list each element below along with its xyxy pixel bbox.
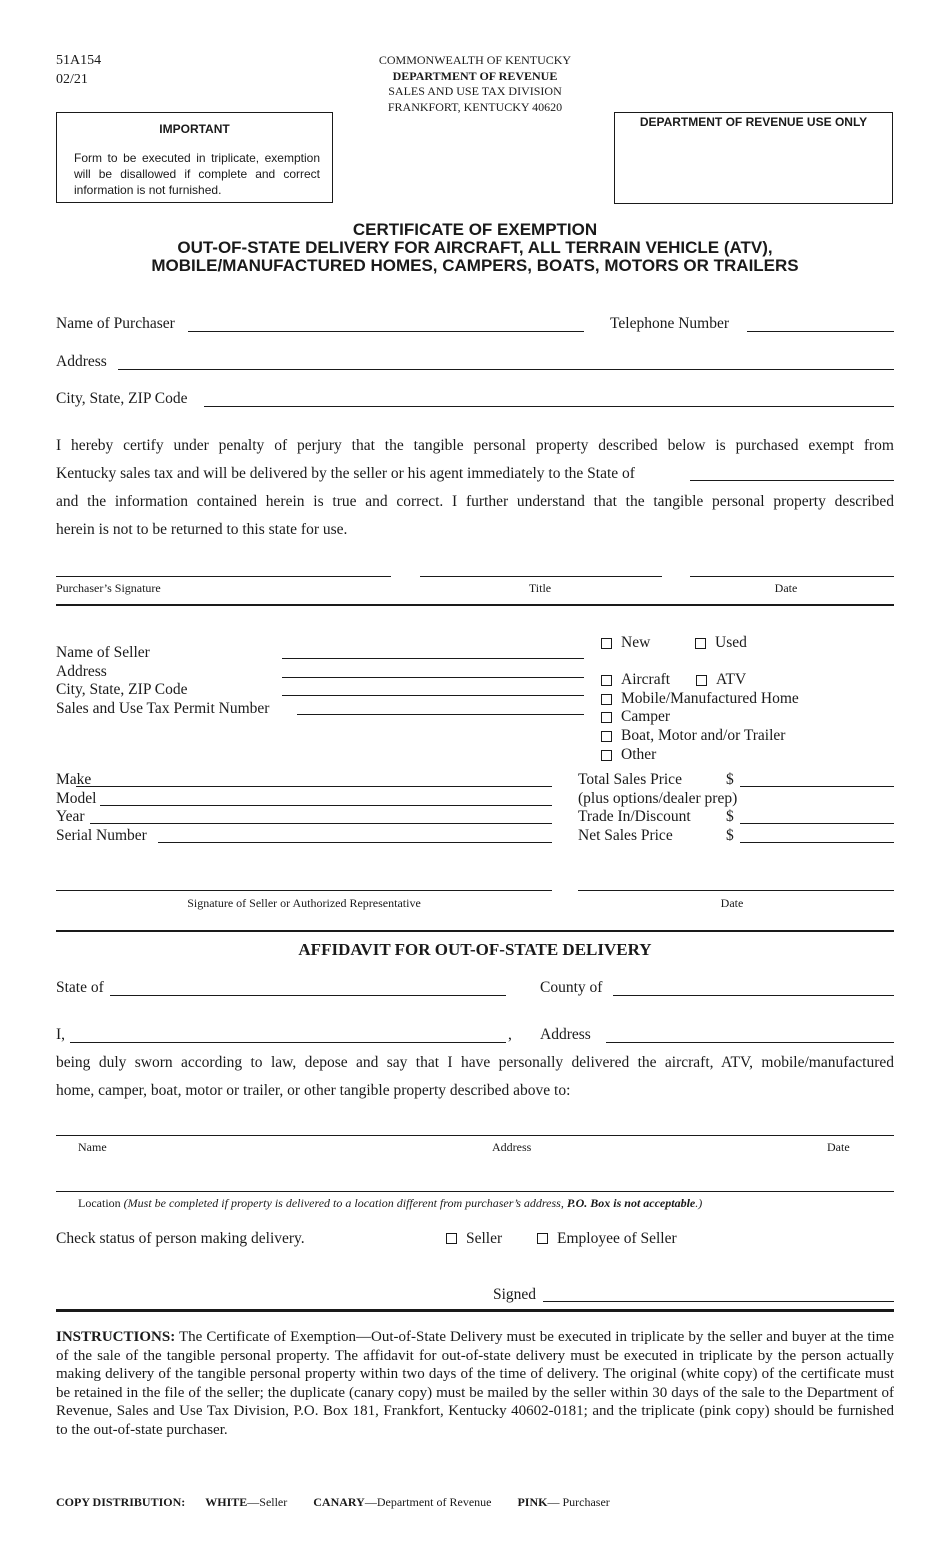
agency-header [330,53,620,115]
recipient-address-caption: Address [492,1140,532,1154]
model-label: Model [56,790,97,807]
instructions [56,1328,894,1439]
telephone-input[interactable] [747,331,894,332]
new-label: New [621,634,651,651]
form-title [0,221,950,275]
seller-signature-caption: Signature of Seller or Authorized Representative [187,896,421,910]
affidavit-state-input[interactable] [110,995,506,996]
seller-name-input[interactable] [282,658,584,659]
purchaser-date-line[interactable] [690,576,894,577]
other-checkbox[interactable] [601,750,612,761]
affidavit-county-input[interactable] [613,995,894,996]
location-note: (Must be completed if property is delivered to a location different from purchaser’s address, [123,1196,564,1210]
signed-label: Signed [493,1286,537,1303]
delivery-state-input[interactable] [690,480,894,481]
mobile-home-checkbox[interactable] [601,694,612,705]
section-divider-2 [56,930,894,932]
boat-checkbox[interactable] [601,731,612,742]
location-line[interactable] [56,1191,894,1192]
seller-date-line[interactable] [578,890,894,891]
copy-distribution [56,1495,610,1510]
purchaser-address-input[interactable] [118,369,894,370]
affiant-label: I, [56,1026,66,1043]
distribution-label: COPY DISTRIBUTION: [56,1495,186,1509]
seller-name-label: Name of Seller [56,644,150,661]
trade-currency: $ [726,808,734,825]
affidavit-state-label: State of [56,979,104,996]
white-copy-desc: —Seller [247,1495,288,1509]
used-checkbox[interactable] [695,638,706,649]
signed-input[interactable] [543,1301,894,1302]
title-line-2: OUT-OF-STATE DELIVERY FOR AIRCRAFT, ALL TERRAIN VEHICLE (ATV), [177,238,773,257]
options-note: (plus options/dealer prep) [578,790,738,807]
seller-date-caption: Date [720,896,744,910]
important-box [56,112,333,203]
seller-city-input[interactable] [282,695,584,696]
employee-status-checkbox[interactable] [537,1233,548,1244]
used-label: Used [715,634,747,651]
seller-signature-line[interactable] [56,890,552,891]
purchaser-signature-caption: Purchaser’s Signature [56,581,161,595]
seller-status-label: Seller [466,1230,503,1247]
location-label: Location [78,1196,121,1210]
net-sales-price-input[interactable] [740,842,894,843]
purchaser-city-input[interactable] [204,406,894,407]
make-label: Make [56,771,92,788]
other-label: Other [621,746,657,763]
agency-line-3: SALES AND USE TAX DIVISION [388,84,562,98]
seller-city-label: City, State, ZIP Code [56,681,188,698]
trade-in-input[interactable] [740,823,894,824]
cert-line-2: Kentucky sales tax and will be delivered by the seller or his agent immediately to the State of [56,465,635,482]
atv-label: ATV [716,671,747,688]
sworn-line-1: being duly sworn according to law, depose and say that I have personally delivered the aircraft, ATV, mobile/manufactured [56,1054,894,1071]
seller-address-input[interactable] [282,677,584,678]
net-sales-price-label: Net Sales Price [578,827,673,844]
white-copy: WHITE [205,1495,248,1509]
boat-label: Boat, Motor and/or Trailer [621,727,786,744]
form-date: 02/21 [56,72,88,87]
aircraft-checkbox[interactable] [601,675,612,686]
serial-number-input[interactable] [158,842,552,843]
agency-line-4: FRANKFORT, KENTUCKY 40620 [387,99,563,114]
canary-copy-desc: —Department of Revenue [364,1495,492,1509]
mobile-home-label: Mobile/Manufactured Home [621,690,799,707]
recipient-name-caption: Name [78,1140,107,1154]
agency-line-2: DEPARTMENT OF REVENUE [392,68,558,83]
location-note-end: .) [695,1196,703,1210]
total-sales-price-label: Total Sales Price [578,771,682,788]
total-sales-price-input[interactable] [740,786,894,787]
camper-label: Camper [621,708,671,725]
instructions-text: The Certificate of Exemption—Out-of-State Delivery must be executed in triplicate by the seller and buyer at the time of the sale of the tangible personal property. The affidavit for out-of-state delivery must be executed in triplicate by the person actually making delivery of the tangible personal property within two days of the time of delivery. The original (white copy) of the certificate must be retained in the file of the seller; the duplicate (canary copy) must be mailed by the seller within 30 days of the sale to the Department of Revenue, Sales and Use Tax Division, P.O. Box 181, Frankfort, Kentucky 40602-0181; and the triplicate (pink copy) should be furnished to the out-of-state purchaser. [56,1329,894,1438]
trade-in-label: Trade In/Discount [578,808,691,825]
year-input[interactable] [90,823,552,824]
purchaser-signature-line[interactable] [56,576,391,577]
important-text: Form to be executed in triplicate, exemption will be disallowed if complete and correct information is not furnished. [74,151,320,197]
title-line-1: CERTIFICATE OF EXEMPTION [352,220,598,239]
serial-number-label: Serial Number [56,827,147,844]
cert-line-3: and the information contained herein is true and correct. I further understand that the tangible personal property described [56,493,894,510]
seller-status-checkbox[interactable] [446,1233,457,1244]
purchaser-address-label: Address [56,353,107,370]
title-line-3: MOBILE/MANUFACTURED HOMES, CAMPERS, BOATS, MOTORS OR TRAILERS [151,256,799,275]
affiant-address-label: Address [540,1026,591,1043]
form-id: 51A154 [56,53,102,68]
location-caption [78,1196,702,1211]
cert-line-1: I hereby certify under penalty of perjury that the tangible personal property described below is purchased exempt from [56,437,894,454]
telephone-label: Telephone Number [610,315,729,332]
canary-copy: CANARY [313,1495,365,1509]
total-currency: $ [726,771,734,788]
sworn-line-2: home, camper, boat, motor or trailer, or other tangible property described above to: [56,1082,571,1099]
net-currency: $ [726,827,734,844]
section-divider-1 [56,604,894,606]
employee-status-label: Employee of Seller [557,1230,677,1247]
check-status-label: Check status of person making delivery. [56,1230,305,1247]
dor-use-only-box [614,112,893,204]
purchaser-city-label: City, State, ZIP Code [56,390,188,407]
delivery-recipient-line[interactable] [56,1135,894,1136]
seller-address-label: Address [56,663,107,680]
cert-line-4: herein is not to be returned to this state for use. [56,521,348,538]
purchaser-title-line[interactable] [420,576,662,577]
purchaser-date-caption: Date [774,581,798,595]
pink-copy: PINK [517,1495,548,1509]
location-po-box-note: P.O. Box is not acceptable [566,1196,696,1210]
instructions-label: INSTRUCTIONS: [56,1329,176,1345]
new-checkbox[interactable] [601,638,612,649]
purchaser-name-label: Name of Purchaser [56,315,175,332]
model-input[interactable] [100,805,552,806]
affidavit-title: AFFIDAVIT FOR OUT-OF-STATE DELIVERY [298,940,652,959]
pink-copy-desc: — Purchaser [547,1495,610,1509]
section-divider-3 [56,1309,894,1312]
camper-checkbox[interactable] [601,712,612,723]
recipient-date-caption: Date [827,1140,850,1154]
affiant-name-input[interactable] [70,1042,506,1043]
important-title: IMPORTANT [159,122,230,136]
sworn-statement [56,1049,894,1105]
dor-use-only-title: DEPARTMENT OF REVENUE USE ONLY [639,115,868,129]
affidavit-county-label: County of [540,979,603,996]
atv-checkbox[interactable] [696,675,707,686]
title-caption: Title [528,581,552,595]
make-input[interactable] [76,786,552,787]
agency-line-1: COMMONWEALTH OF KENTUCKY [378,53,572,67]
year-label: Year [56,808,85,825]
affiant-comma: , [508,1026,512,1043]
permit-number-input[interactable] [297,714,584,715]
affiant-address-input[interactable] [606,1042,894,1043]
certification-paragraph [56,432,894,544]
aircraft-label: Aircraft [621,671,671,688]
purchaser-name-input[interactable] [188,331,584,332]
permit-number-label: Sales and Use Tax Permit Number [56,700,270,717]
